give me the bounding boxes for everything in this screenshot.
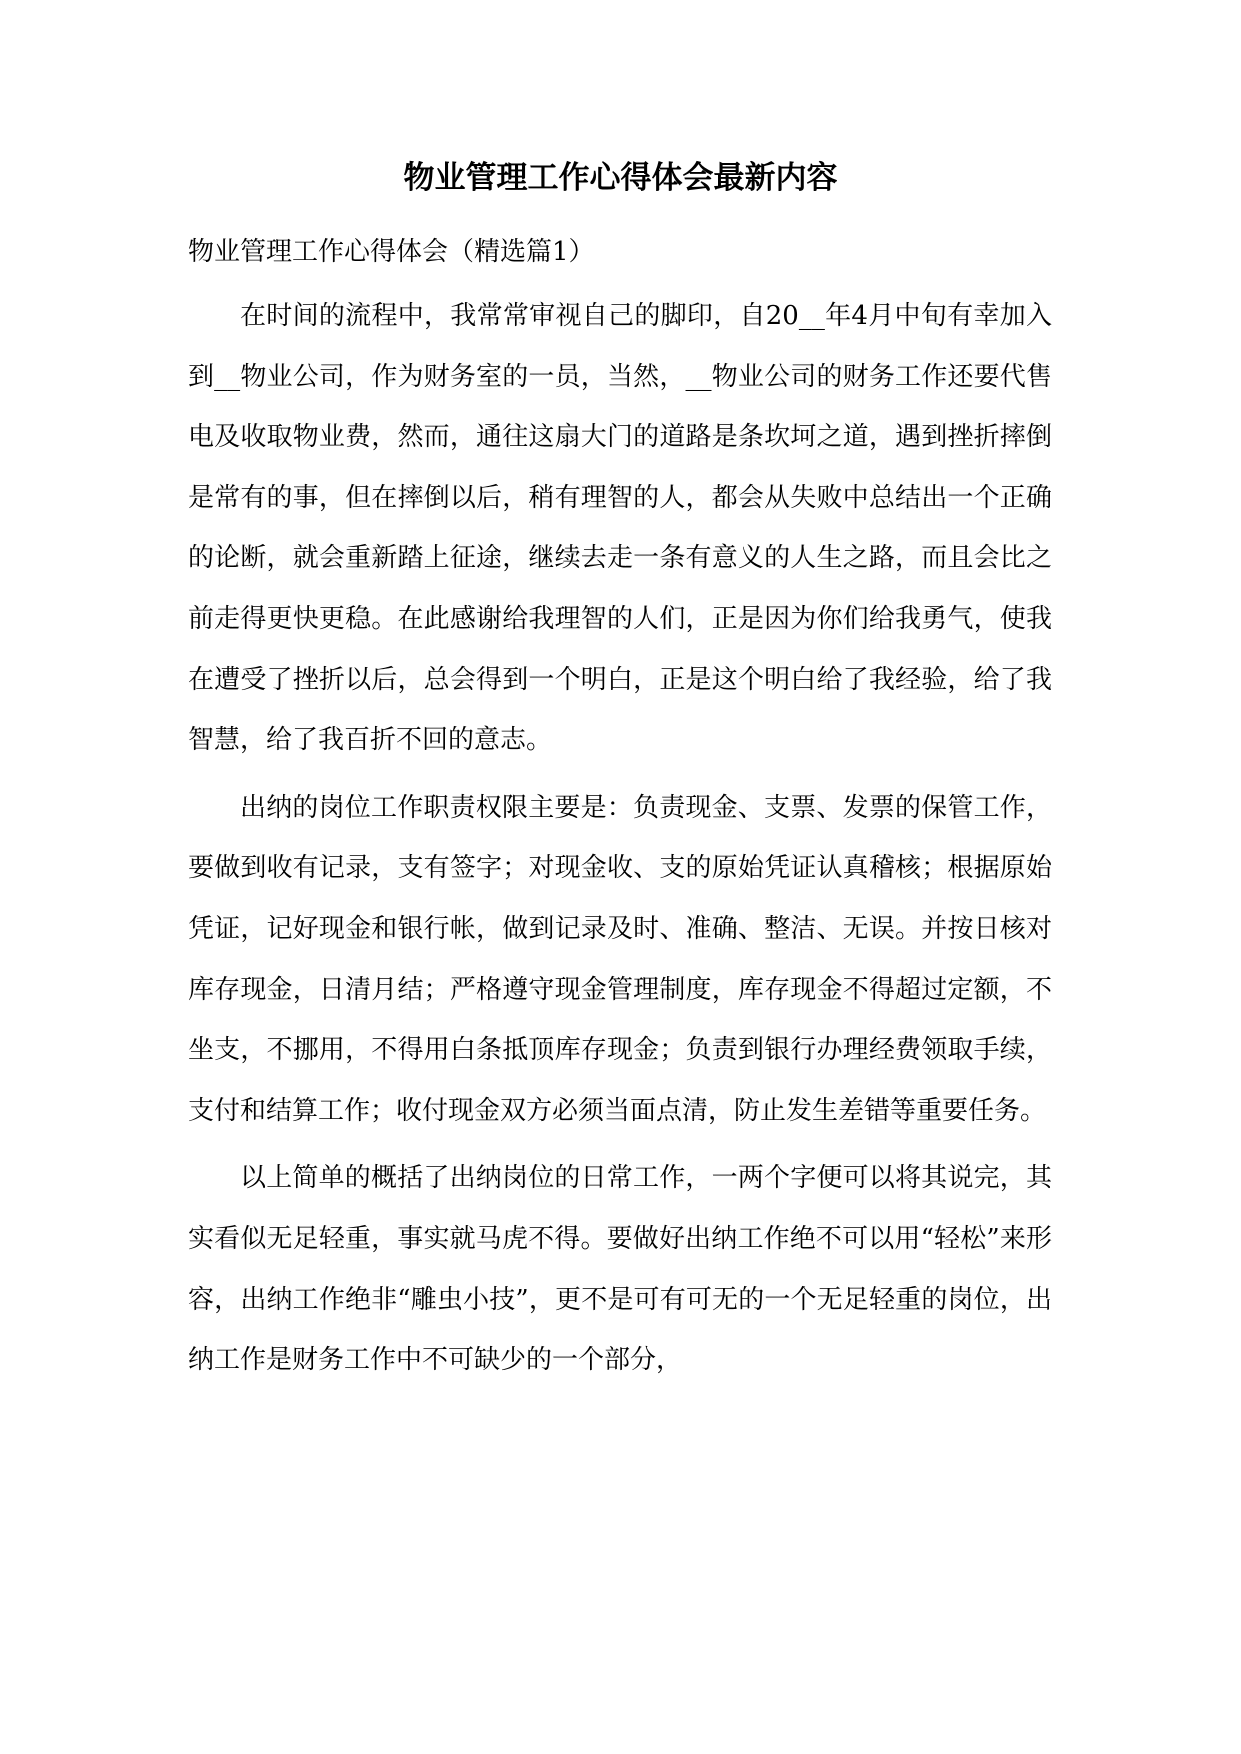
paragraph-2: 出纳的岗位工作职责权限主要是：负责现金、支票、发票的保管工作，要做到收有记录，支有签字；对现金收、支的原始凭证认真稽核；根据原始凭证，记好现金和银行帐，做到记录及时、准确、整洁、无误。并按日核对库存现金，日清月结；严格遵守现金管理制度，库存现金不得超过定额，不坐支，不挪用，不得用白条抵顶库存现金；负责到银行办理经费领取手续，支付和结算工作；收付现金双方必须当面点清，防止发生差错等重要任务。 [188,792,1052,1126]
paragraph-1: 在时间的流程中，我常常审视自己的脚印，自20__年4月中旬有幸加入到__物业公司，作为财务室的一员，当然，__物业公司的财务工作还要代售电及收取物业费，然而，通往这扇大门的道路是条坎坷之道，遇到挫折摔倒是常有的事，但在摔倒以后，稍有理智的人，都会从失败中总结出一个正确的论断，就会重新踏上征途，继续去走一条有意义的人生之路，而且会比之前走得更快更稳。在此感谢给我理智的人们，正是因为你们给我勇气，使我在遭受了挫折以后，总会得到一个明白，正是这个明白给了我经验，给了我智慧，给了我百折不回的意志。 [188,301,1052,756]
paragraph-3: 以上简单的概括了出纳岗位的日常工作，一两个字便可以将其说完，其实看似无足轻重，事实就马虎不得。要做好出纳工作绝不可以用“轻松”来形容，出纳工作绝非“雕虫小技”，更不是可有可无的一个无足轻重的岗位，出纳工作是财务工作中不可缺少的一个部分， [188,1163,1052,1376]
document-body [188,224,1052,1398]
document-title: 物业管理工作心得体会最新内容 [403,160,838,196]
section-subheading: 物业管理工作心得体会（精选篇1） [188,237,595,267]
